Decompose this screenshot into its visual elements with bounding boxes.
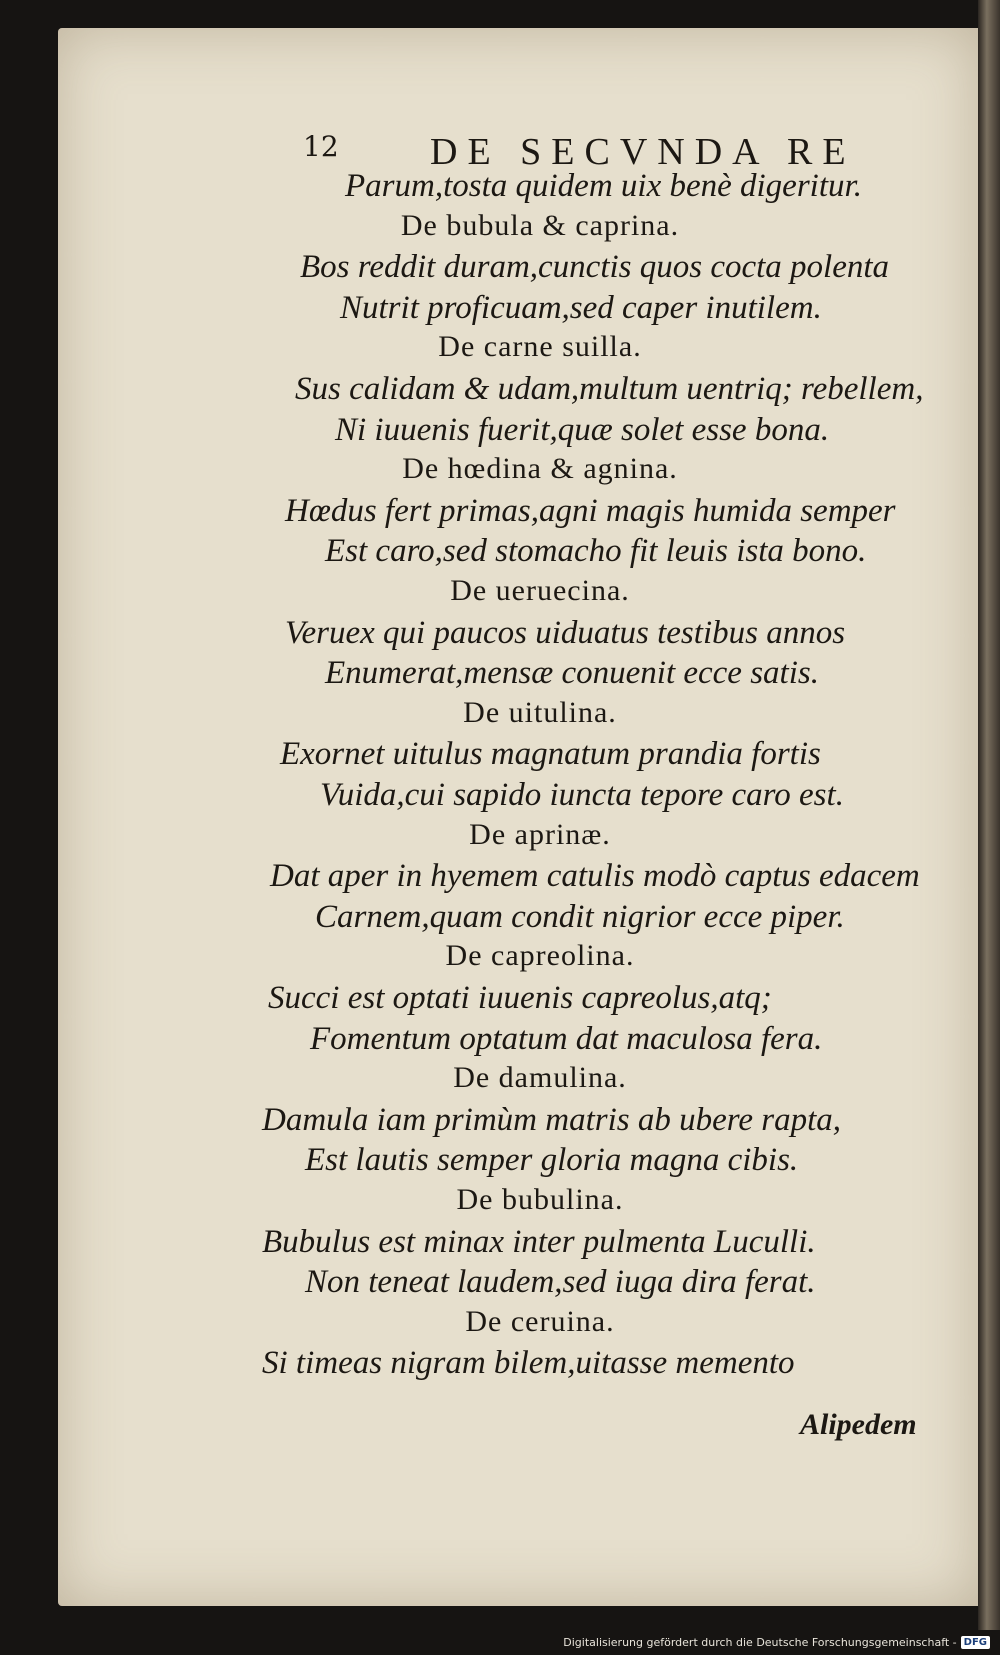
- section-heading: De carne suilla.: [438, 330, 642, 364]
- section-heading: De ueruecina.: [450, 574, 630, 607]
- section-heading: De capreolina.: [445, 939, 635, 973]
- verse-line: Si timeas nigram bilem,uitasse memento: [262, 1345, 795, 1382]
- verse-line: Hœdus fert primas,agni magis humida semper: [285, 492, 896, 529]
- footer-text: Digitalisierung gefördert durch die Deutsche Forschungsgemeinschaft -: [563, 1636, 957, 1649]
- verse-line: Parum,tosta quidem uix benè digeritur.: [345, 168, 862, 204]
- section-heading: De bubula & caprina.: [400, 208, 680, 242]
- verse-line: Nutrit proficuam,sed caper inutilem.: [340, 289, 822, 326]
- dfg-logo: DFG: [961, 1636, 990, 1649]
- section-heading: De hœdina & agnina.: [402, 452, 678, 486]
- verse-line: Sus calidam & udam,multum uentriq; rebellem,: [295, 371, 924, 407]
- verse-line: Non teneat laudem,sed iuga dira ferat.: [305, 1264, 816, 1301]
- verse-line: Bos reddit duram,cunctis quos cocta polenta: [300, 249, 890, 286]
- section-heading: De ceruina.: [465, 1304, 615, 1338]
- verse-line: Carnem,quam condit nigrior ecce piper.: [315, 898, 845, 935]
- page-number: 12: [303, 130, 339, 163]
- verse-line: Bubulus est minax inter pulmenta Luculli.: [262, 1223, 816, 1260]
- verse-line: Est caro,sed stomacho fit leuis ista bono.: [325, 533, 867, 570]
- verse-line: Ni iuuenis fuerit,quæ solet esse bona.: [335, 411, 830, 448]
- page-edge: [978, 0, 1000, 1630]
- section-heading: De damulina.: [453, 1061, 627, 1095]
- verse-line: Fomentum optatum dat maculosa fera.: [310, 1020, 823, 1057]
- section-heading: De aprinæ.: [469, 817, 611, 851]
- verse-line: Succi est optati iuuenis capreolus,atq;: [268, 980, 772, 1016]
- section-heading: De uitulina.: [463, 695, 617, 729]
- verse-line: Veruex qui paucos uiduatus testibus annos: [285, 614, 846, 651]
- section-heading: De bubulina.: [456, 1183, 624, 1216]
- footer: [563, 1636, 990, 1649]
- verse-line: Dat aper in hyemem catulis modò captus edacem: [270, 858, 920, 895]
- verse-line: Exornet uitulus magnatum prandia fortis: [280, 736, 821, 773]
- verse-line: Est lautis semper gloria magna cibis.: [305, 1142, 799, 1179]
- verse-line: Enumerat,mensæ conuenit ecce satis.: [325, 655, 819, 692]
- verse-line: Vuida,cui sapido iuncta tepore caro est.: [320, 777, 844, 813]
- catchword: Alipedem: [800, 1408, 917, 1441]
- running-head-title: DE SECVNDA RE: [430, 131, 856, 173]
- verse-line: Damula iam primùm matris ab ubere rapta,: [262, 1101, 842, 1138]
